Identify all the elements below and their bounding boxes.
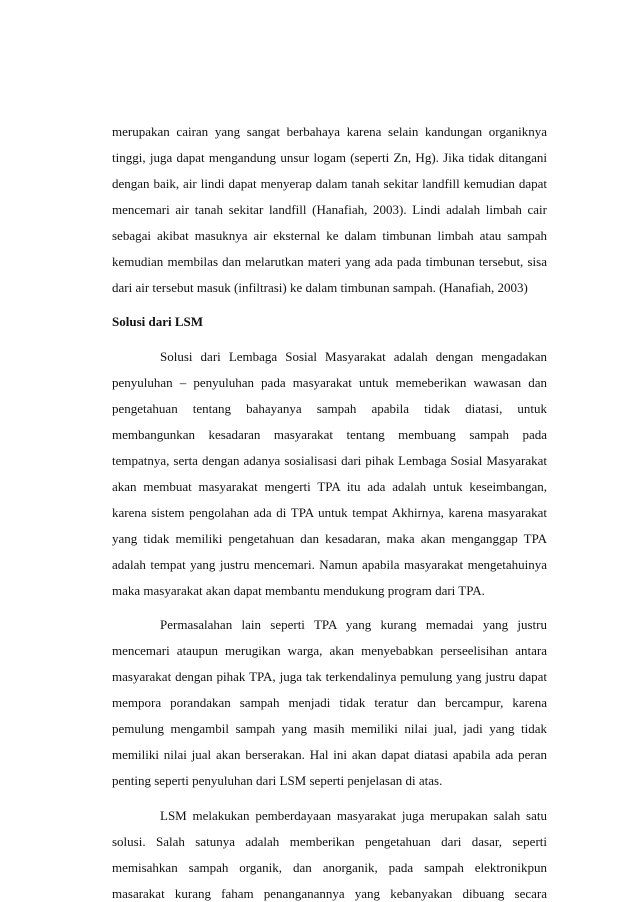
- paragraph-2-line: Solusi dari Lembaga Sosial Masyarakat adalah dengan mengadakan: [160, 349, 547, 364]
- paragraph-1-line: dari air tersebut masuk (infiltrasi) ke dalam timbunan sampah. (Hanafiah, 2003): [112, 280, 528, 295]
- paragraph-3-line: pemulung mengambil sampah yang masih memiliki nilai jual, jadi yang tidak: [112, 721, 547, 736]
- paragraph-1-line: dengan baik, air lindi dapat menyerap dalam tanah sekitar landfill kemudian dapat: [112, 176, 547, 191]
- paragraph-4-line: solusi. Salah satunya adalah memberikan pengetahuan dari dasar, seperti: [112, 834, 547, 849]
- paragraph-3-line: mencemari ataupun merugikan warga, akan menyebabkan perseelisihan antara: [112, 643, 547, 658]
- paragraph-4-line: memisahkan sampah organik, dan anorganik, pada sampah elektronikpun: [112, 860, 547, 875]
- paragraph-3-line: mempora porandakan sampah menjadi tidak teratur dan bercampur, karena: [112, 695, 547, 710]
- paragraph-4-line: LSM melakukan pemberdayaan masyarakat juga merupakan salah satu: [160, 808, 547, 823]
- paragraph-2-line: penyuluhan – penyuluhan pada masyarakat untuk memeberikan wawasan dan: [112, 375, 547, 390]
- paragraph-3-line: Permasalahan lain seperti TPA yang kurang memadai yang justru: [160, 617, 547, 632]
- section-heading: Solusi dari LSM: [112, 314, 204, 329]
- paragraph-2-line: pengetahuan tentang bahayanya sampah apabila tidak diatasi, untuk: [112, 401, 547, 416]
- paragraph-2-line: karena sistem pengolahan ada di TPA untuk tempat Akhirnya, karena masyarakat: [112, 505, 547, 520]
- paragraph-3-line: penting seperti penyuluhan dari LSM seperti penjelasan di atas.: [112, 773, 443, 788]
- paragraph-3-line: memiliki nilai jual akan berserakan. Hal ini akan dapat diatasi apabila ada peran: [112, 747, 547, 762]
- paragraph-2-line: maka masyarakat akan dapat membantu mendukung program dari TPA.: [112, 583, 485, 598]
- paragraph-1-line: tinggi, juga dapat mengandung unsur logam (seperti Zn, Hg). Jika tidak ditangani: [112, 150, 547, 165]
- paragraph-2-line: adalah tempat yang justru mencemari. Namun apabila masyarakat mengetahuinya: [112, 557, 547, 572]
- paragraph-1-line: mencemari air tanah sekitar landfill (Hanafiah, 2003). Lindi adalah limbah cair: [112, 202, 547, 217]
- paragraph-3-line: masyarakat dengan pihak TPA, juga tak terkendalinya pemulung yang justru dapat: [112, 669, 547, 684]
- paragraph-1-line: kemudian membilas dan melarutkan materi yang ada pada timbunan tersebut, sisa: [112, 254, 547, 269]
- paragraph-2-line: membangunkan kesadaran masyarakat tentang membuang sampah pada: [112, 427, 547, 442]
- paragraph-2-line: akan membuat masyarakat mengerti TPA itu ada adalah untuk keseimbangan,: [112, 479, 547, 494]
- paragraph-4-line: masarakat kurang faham penanganannya yang kebanyakan dibuang secara: [112, 886, 547, 901]
- paragraph-2-line: yang tidak memiliki pengetahuan dan kesadaran, maka akan menganggap TPA: [112, 531, 547, 546]
- paragraph-2-line: tempatnya, serta dengan adanya sosialisasi dari pihak Lembaga Sosial Masyarakat: [112, 453, 547, 468]
- paragraph-1-line: merupakan cairan yang sangat berbahaya karena selain kandungan organiknya: [112, 124, 547, 139]
- paragraph-1-line: sebagai akibat masuknya air eksternal ke dalam timbunan limbah atau sampah: [112, 228, 547, 243]
